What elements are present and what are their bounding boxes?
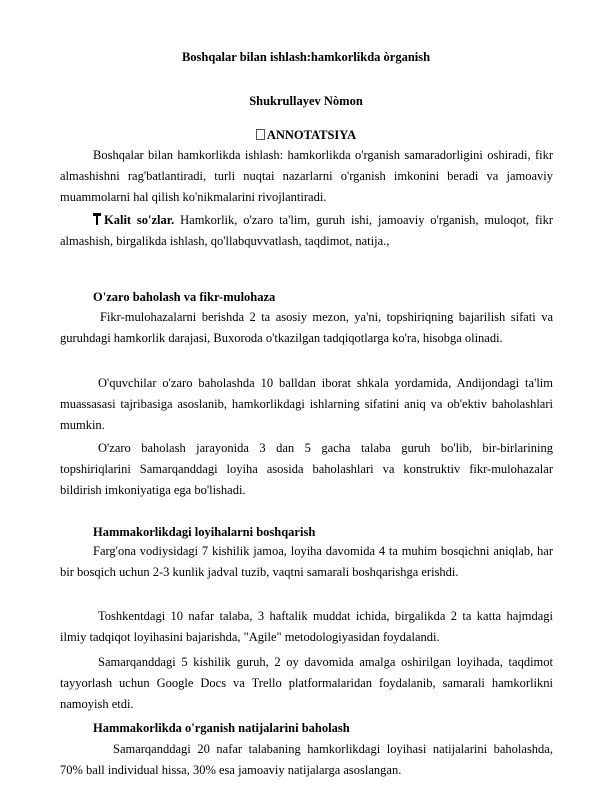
section-paragraph: Samarqanddagi 5 kishilik guruh, 2 oy davomida amalga oshirilgan loyihada, taqdimot tayyorlash uchun Google Docs va Trello platformalaridan foydalanib, samarali hamkorlikni namoyish etdi.	[60, 655, 553, 711]
annotation-heading	[0, 128, 612, 143]
section-paragraph: Farg'ona vodiysidagi 7 kishilik jamoa, loyiha davomida 4 ta muhim bosqichni aniqlab, har bir bosqich uchun 2-3 kunlik jadval tuzib, vaqtni samarali boshqarishga erishdi.	[60, 544, 553, 579]
paper-title: Boshqalar bilan ishlash:hamkorlikda òrganish	[181, 50, 431, 64]
annotation-heading-text: ANNOTATSIYA	[266, 128, 357, 142]
section-paragraph: Samarqanddagi 20 nafar talabaning hamkorlikdagi loyihasi natijalarini baholashda, 70% ball individual hissa, 30% esa jamoaviy natijalarga asoslangan.	[60, 742, 553, 777]
pin-icon	[93, 213, 101, 225]
section-paragraph: O'quvchilar o'zaro baholashda 10 balldan iborat shkala yordamida, Andijondagi ta'lim muassasasi tajribasiga asoslanib, hamkorlikdagi ishlarning sifatini aniq va ob'ektiv baholashlari mumkin.	[60, 376, 553, 432]
section-heading: Hammakorlikda o'rganish natijalarini baholash	[93, 721, 350, 735]
section-paragraph: Fikr-mulohazalarni berishda 2 ta asosiy mezon, ya'ni, topshiriqning bajarilish sifati va guruhdagi hamkorlik darajasi, Buxoroda o'tkazilgan tadqiqotlarga ko'ra, hisobga olinadi.	[60, 310, 553, 345]
missing-glyph-icon	[256, 129, 265, 140]
section-heading: Hammakorlikdagi loyihalarni boshqarish	[93, 525, 316, 539]
section-paragraph: O'zaro baholash jarayonida 3 dan 5 gacha talaba guruh bo'lib, bir-birlarining topshiriqlarini Samarqanddagi loyiha asosida baholashlari va konstruktiv fikr-mulohazalar bildirish imkoniyatiga ega bo'lishadi.	[60, 441, 553, 497]
annotation-text: Boshqalar bilan hamkorlikda ishlash: hamkorlikda o'rganish samaradorligini oshiradi, fikr almashishni rag'batlantiradi, turli nuqtai nazarlarni o'rganish imkonini beradi va jamoaviy muammolarni hal qilish ko'nikmalarini rivojlantiradi.	[60, 148, 553, 204]
keywords-paragraph	[60, 210, 553, 252]
keywords-label: Kalit so'zlar.	[104, 213, 175, 227]
keywords-text: Hamkorlik, o'zaro ta'lim, guruh ishi, jamoaviy o'rganish, muloqot, fikr almashish, birgalikda ishlash, qo'llabquvvatlash, taqdimot, natija.,	[60, 213, 554, 248]
section-paragraph: Toshkentdagi 10 nafar talaba, 3 haftalik muddat ichida, birgalikda 2 ta katta hajmdagi ilmiy tadqiqot loyihasini bajarishda, "Agile" metodologiyasidan foydalandi.	[60, 609, 553, 644]
author-name: Shukrullayev Nòmon	[249, 94, 363, 108]
section-heading: O'zaro baholash va fikr-mulohaza	[93, 290, 276, 304]
